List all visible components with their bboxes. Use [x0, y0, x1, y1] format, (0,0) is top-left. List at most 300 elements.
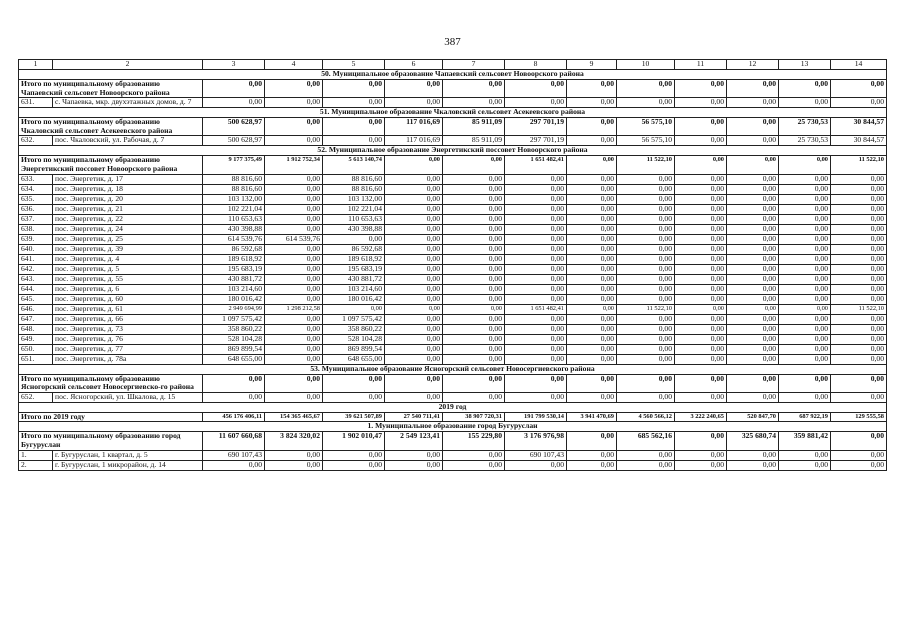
row-number: 646.	[19, 304, 53, 314]
row-number: 640.	[19, 244, 53, 254]
row-number: 644.	[19, 284, 53, 294]
row-number: 651.	[19, 354, 53, 364]
table-row	[19, 264, 887, 274]
section-title: 50. Муниципальное образование Чапаевский сельсовет Новоорского района	[19, 70, 887, 80]
value-cell: 11 607 660,68	[203, 432, 265, 450]
value-cell: 0,00	[779, 324, 831, 334]
table-row	[19, 460, 887, 470]
value-cell: 0,00	[675, 274, 727, 284]
table-row	[19, 354, 887, 364]
value-cell: 0,00	[675, 224, 727, 234]
value-cell: 0,00	[505, 264, 567, 274]
value-cell: 0,00	[567, 304, 617, 314]
value-cell: 0,00	[779, 294, 831, 304]
value-cell: 297 701,19	[505, 136, 567, 146]
value-cell: 358 860,22	[323, 324, 385, 334]
column-header: 14	[831, 60, 887, 70]
value-cell: 0,00	[567, 204, 617, 214]
value-cell: 0,00	[265, 294, 323, 304]
value-cell: 0,00	[617, 254, 675, 264]
value-cell: 0,00	[385, 274, 443, 284]
value-cell: 0,00	[323, 234, 385, 244]
row-number: 635.	[19, 194, 53, 204]
value-cell: 0,00	[443, 80, 505, 98]
value-cell: 0,00	[675, 244, 727, 254]
value-cell: 0,00	[443, 392, 505, 402]
value-cell: 0,00	[831, 80, 887, 98]
value-cell: 110 653,63	[323, 214, 385, 224]
value-cell: 103 132,00	[323, 194, 385, 204]
value-cell: 0,00	[505, 374, 567, 392]
value-cell: 0,00	[675, 98, 727, 108]
subtotal-row	[19, 374, 887, 392]
value-cell: 1 651 482,41	[505, 304, 567, 314]
value-cell: 0,00	[779, 234, 831, 244]
value-cell: 0,00	[727, 284, 779, 294]
value-cell: 0,00	[505, 314, 567, 324]
value-cell: 85 911,09	[443, 136, 505, 146]
row-address: пос. Энергетик, д. 18	[53, 184, 203, 194]
value-cell: 0,00	[385, 184, 443, 194]
value-cell: 0,00	[675, 80, 727, 98]
value-cell: 0,00	[831, 234, 887, 244]
value-cell: 0,00	[443, 264, 505, 274]
value-cell: 0,00	[831, 294, 887, 304]
table-row	[19, 194, 887, 204]
table-row	[19, 294, 887, 304]
value-cell: 0,00	[323, 118, 385, 136]
value-cell: 0,00	[385, 284, 443, 294]
subtotal-row	[19, 118, 887, 136]
row-address: пос. Энергетик, д. 55	[53, 274, 203, 284]
value-cell: 0,00	[385, 334, 443, 344]
value-cell: 0,00	[265, 284, 323, 294]
value-cell: 180 016,42	[323, 294, 385, 304]
value-cell: 0,00	[505, 334, 567, 344]
row-number: 645.	[19, 294, 53, 304]
value-cell: 0,00	[675, 234, 727, 244]
value-cell: 0,00	[727, 224, 779, 234]
page-number: 387	[444, 36, 461, 48]
value-cell: 0,00	[567, 284, 617, 294]
value-cell: 0,00	[617, 334, 675, 344]
value-cell: 0,00	[617, 314, 675, 324]
value-cell: 869 899,54	[323, 344, 385, 354]
value-cell: 358 860,22	[203, 324, 265, 334]
value-cell: 0,00	[831, 254, 887, 264]
value-cell: 0,00	[505, 324, 567, 334]
row-address: пос. Энергетик, д. 5	[53, 264, 203, 274]
value-cell: 3 824 320,02	[265, 432, 323, 450]
value-cell: 0,00	[727, 254, 779, 264]
value-cell: 0,00	[675, 254, 727, 264]
value-cell: 0,00	[385, 374, 443, 392]
value-cell: 0,00	[675, 194, 727, 204]
value-cell: 1 902 010,47	[323, 432, 385, 450]
row-number: 636.	[19, 204, 53, 214]
row-address: пос. Ясногорский, ул. Шкалова, д. 15	[53, 392, 203, 402]
row-number: 650.	[19, 344, 53, 354]
value-cell: 0,00	[831, 194, 887, 204]
table-row	[19, 284, 887, 294]
column-header: 6	[385, 60, 443, 70]
row-number: 631.	[19, 98, 53, 108]
value-cell: 0,00	[323, 304, 385, 314]
value-cell: 0,00	[505, 234, 567, 244]
value-cell: 3 941 470,69	[567, 412, 617, 422]
value-cell: 0,00	[675, 450, 727, 460]
value-cell: 0,00	[727, 374, 779, 392]
value-cell: 0,00	[505, 204, 567, 214]
value-cell: 0,00	[265, 324, 323, 334]
subtotal-row	[19, 80, 887, 98]
value-cell: 0,00	[265, 314, 323, 324]
value-cell: 0,00	[443, 194, 505, 204]
value-cell: 103 214,60	[323, 284, 385, 294]
table-row	[19, 244, 887, 254]
column-header: 1	[19, 60, 53, 70]
row-address: пос. Энергетик, д. 76	[53, 334, 203, 344]
value-cell: 0,00	[443, 174, 505, 184]
column-header: 11	[675, 60, 727, 70]
value-cell: 430 881,72	[323, 274, 385, 284]
value-cell: 0,00	[265, 194, 323, 204]
value-cell: 191 799 530,14	[505, 412, 567, 422]
subtotal-row	[19, 156, 887, 174]
table-row	[19, 234, 887, 244]
total-label: Итого по муниципальному образованию Ясногорский сельсовет Новосергиевско-го района	[19, 374, 203, 392]
value-cell: 0,00	[567, 392, 617, 402]
value-cell: 0,00	[265, 254, 323, 264]
value-cell: 0,00	[727, 294, 779, 304]
value-cell: 0,00	[443, 214, 505, 224]
value-cell: 0,00	[385, 224, 443, 234]
value-cell: 0,00	[617, 194, 675, 204]
table-row	[19, 204, 887, 214]
value-cell: 0,00	[567, 98, 617, 108]
row-address: пос. Энергетик, д. 6	[53, 284, 203, 294]
value-cell: 0,00	[779, 374, 831, 392]
row-number: 642.	[19, 264, 53, 274]
value-cell: 0,00	[779, 392, 831, 402]
row-address: пос. Энергетик, д. 39	[53, 244, 203, 254]
column-header: 13	[779, 60, 831, 70]
value-cell: 0,00	[265, 214, 323, 224]
value-cell: 500 628,97	[203, 136, 265, 146]
value-cell: 0,00	[203, 80, 265, 98]
value-cell: 0,00	[831, 324, 887, 334]
value-cell: 0,00	[265, 354, 323, 364]
column-header: 3	[203, 60, 265, 70]
value-cell: 0,00	[567, 174, 617, 184]
section-title: 53. Муниципальное образование Ясногорский сельсовет Новосергиевского района	[19, 364, 887, 374]
value-cell: 0,00	[385, 98, 443, 108]
value-cell: 0,00	[831, 334, 887, 344]
row-number: 652.	[19, 392, 53, 402]
table-row	[19, 254, 887, 264]
total-label: Итого по муниципальному образованию город Бугуруслан	[19, 432, 203, 450]
value-cell: 0,00	[505, 224, 567, 234]
value-cell: 0,00	[831, 450, 887, 460]
value-cell: 0,00	[385, 244, 443, 254]
value-cell: 0,00	[385, 354, 443, 364]
section-header-row	[19, 108, 887, 118]
value-cell: 0,00	[323, 80, 385, 98]
value-cell: 25 730,53	[779, 136, 831, 146]
column-header: 4	[265, 60, 323, 70]
value-cell: 0,00	[385, 214, 443, 224]
section-title: 51. Муниципальное образование Чкаловский сельсовет Асекеевского района	[19, 108, 887, 118]
value-cell: 110 653,63	[203, 214, 265, 224]
value-cell: 0,00	[727, 392, 779, 402]
value-cell: 0,00	[443, 314, 505, 324]
year-total-row	[19, 412, 887, 422]
table-body	[19, 60, 887, 471]
value-cell: 0,00	[831, 174, 887, 184]
value-cell: 154 365 465,67	[265, 412, 323, 422]
value-cell: 0,00	[727, 274, 779, 284]
value-cell: 0,00	[675, 294, 727, 304]
column-number-header-row	[19, 60, 887, 70]
value-cell: 0,00	[831, 392, 887, 402]
table-row	[19, 184, 887, 194]
value-cell: 0,00	[203, 98, 265, 108]
value-cell: 0,00	[727, 334, 779, 344]
table-row	[19, 224, 887, 234]
value-cell: 0,00	[567, 324, 617, 334]
value-cell: 0,00	[385, 174, 443, 184]
value-cell: 30 844,57	[831, 136, 887, 146]
value-cell: 5 613 140,74	[323, 156, 385, 174]
value-cell: 0,00	[779, 334, 831, 344]
value-cell: 0,00	[443, 254, 505, 264]
value-cell: 0,00	[727, 314, 779, 324]
value-cell: 0,00	[779, 284, 831, 294]
column-header: 12	[727, 60, 779, 70]
row-number: 647.	[19, 314, 53, 324]
row-number: 1.	[19, 450, 53, 460]
table-row	[19, 344, 887, 354]
value-cell: 0,00	[567, 136, 617, 146]
value-cell: 0,00	[617, 460, 675, 470]
value-cell: 3 222 240,65	[675, 412, 727, 422]
table-row	[19, 314, 887, 324]
value-cell: 0,00	[617, 354, 675, 364]
value-cell: 0,00	[779, 304, 831, 314]
value-cell: 690 107,43	[505, 450, 567, 460]
value-cell: 0,00	[265, 204, 323, 214]
value-cell: 0,00	[323, 392, 385, 402]
value-cell: 0,00	[727, 450, 779, 460]
value-cell: 0,00	[567, 450, 617, 460]
value-cell: 528 104,28	[203, 334, 265, 344]
value-cell: 0,00	[779, 314, 831, 324]
value-cell: 0,00	[727, 304, 779, 314]
value-cell: 0,00	[505, 254, 567, 264]
table-row	[19, 136, 887, 146]
value-cell: 0,00	[567, 118, 617, 136]
value-cell: 0,00	[779, 204, 831, 214]
budget-table	[18, 59, 887, 471]
total-label: Итого по муниципальному образованию Энергетикский поссовет Новоорского района	[19, 156, 203, 174]
value-cell: 0,00	[265, 224, 323, 234]
value-cell: 0,00	[505, 284, 567, 294]
value-cell: 0,00	[617, 324, 675, 334]
section-header-row	[19, 70, 887, 80]
value-cell: 0,00	[831, 204, 887, 214]
value-cell: 0,00	[567, 264, 617, 274]
value-cell: 0,00	[617, 450, 675, 460]
value-cell: 430 881,72	[203, 274, 265, 284]
row-number: 637.	[19, 214, 53, 224]
section-title: 52. Муниципальное образование Энергетикский поссовет Новоорского района	[19, 146, 887, 156]
value-cell: 0,00	[567, 254, 617, 264]
value-cell: 0,00	[443, 344, 505, 354]
row-address: г. Бугуруслан, 1 микрорайон, д. 14	[53, 460, 203, 470]
value-cell: 0,00	[617, 374, 675, 392]
value-cell: 0,00	[385, 460, 443, 470]
value-cell: 0,00	[567, 214, 617, 224]
value-cell: 0,00	[617, 174, 675, 184]
value-cell: 0,00	[617, 214, 675, 224]
value-cell: 0,00	[265, 374, 323, 392]
value-cell: 0,00	[265, 460, 323, 470]
value-cell: 0,00	[443, 274, 505, 284]
value-cell: 56 575,10	[617, 118, 675, 136]
value-cell: 0,00	[617, 204, 675, 214]
row-number: 632.	[19, 136, 53, 146]
row-address: пос. Энергетик, д. 78а	[53, 354, 203, 364]
row-number: 2.	[19, 460, 53, 470]
value-cell: 0,00	[265, 450, 323, 460]
value-cell: 0,00	[385, 392, 443, 402]
value-cell: 0,00	[675, 324, 727, 334]
value-cell: 0,00	[443, 294, 505, 304]
value-cell: 0,00	[727, 214, 779, 224]
value-cell: 0,00	[779, 244, 831, 254]
table-row	[19, 214, 887, 224]
value-cell: 9 177 375,49	[203, 156, 265, 174]
value-cell: 0,00	[727, 244, 779, 254]
value-cell: 528 104,28	[323, 334, 385, 344]
row-number: 634.	[19, 184, 53, 194]
value-cell: 0,00	[727, 184, 779, 194]
value-cell: 614 539,76	[265, 234, 323, 244]
value-cell: 500 628,97	[203, 118, 265, 136]
value-cell: 0,00	[727, 324, 779, 334]
value-cell: 1 097 575,42	[203, 314, 265, 324]
value-cell: 0,00	[443, 284, 505, 294]
value-cell: 0,00	[265, 80, 323, 98]
value-cell: 430 398,88	[203, 224, 265, 234]
value-cell: 0,00	[385, 80, 443, 98]
total-label: Итого по муниципальному образованию Чапаевский сельсовет Новоорского района	[19, 80, 203, 98]
value-cell: 648 655,00	[323, 354, 385, 364]
value-cell: 0,00	[675, 460, 727, 470]
row-address: пос. Энергетик, д. 20	[53, 194, 203, 204]
value-cell: 0,00	[505, 460, 567, 470]
value-cell: 0,00	[617, 392, 675, 402]
row-number: 638.	[19, 224, 53, 234]
value-cell: 0,00	[779, 254, 831, 264]
row-address: пос. Энергетик, д. 17	[53, 174, 203, 184]
table-row	[19, 174, 887, 184]
row-address: пос. Энергетик, д. 24	[53, 224, 203, 234]
value-cell: 0,00	[779, 156, 831, 174]
value-cell: 0,00	[617, 274, 675, 284]
value-cell: 1 651 482,41	[505, 156, 567, 174]
value-cell: 0,00	[385, 264, 443, 274]
value-cell: 430 398,88	[323, 224, 385, 234]
value-cell: 0,00	[617, 294, 675, 304]
value-cell: 690 107,43	[203, 450, 265, 460]
value-cell: 0,00	[727, 460, 779, 470]
value-cell: 0,00	[443, 156, 505, 174]
row-address: пос. Энергетик, д. 61	[53, 304, 203, 314]
section-title: 1. Муниципальное образование город Бугуруслан	[19, 422, 887, 432]
value-cell: 11 522,10	[617, 156, 675, 174]
value-cell: 88 816,60	[323, 184, 385, 194]
value-cell: 129 555,58	[831, 412, 887, 422]
value-cell: 0,00	[617, 244, 675, 254]
value-cell: 180 016,42	[203, 294, 265, 304]
value-cell: 0,00	[779, 450, 831, 460]
value-cell: 27 540 711,41	[385, 412, 443, 422]
row-address: пос. Энергетик, д. 60	[53, 294, 203, 304]
value-cell: 0,00	[831, 98, 887, 108]
row-number: 649.	[19, 334, 53, 344]
value-cell: 0,00	[385, 314, 443, 324]
value-cell: 0,00	[323, 460, 385, 470]
value-cell: 0,00	[443, 204, 505, 214]
value-cell: 0,00	[675, 344, 727, 354]
value-cell: 0,00	[385, 204, 443, 214]
value-cell: 0,00	[385, 344, 443, 354]
value-cell: 0,00	[567, 156, 617, 174]
value-cell: 0,00	[323, 98, 385, 108]
value-cell: 0,00	[779, 274, 831, 284]
value-cell: 103 132,00	[203, 194, 265, 204]
value-cell: 0,00	[617, 264, 675, 274]
value-cell: 0,00	[831, 432, 887, 450]
value-cell: 0,00	[385, 254, 443, 264]
value-cell: 0,00	[505, 194, 567, 204]
value-cell: 0,00	[727, 234, 779, 244]
value-cell: 0,00	[675, 118, 727, 136]
value-cell: 0,00	[567, 334, 617, 344]
value-cell: 0,00	[567, 274, 617, 284]
value-cell: 0,00	[505, 274, 567, 284]
value-cell: 0,00	[727, 156, 779, 174]
value-cell: 0,00	[323, 374, 385, 392]
value-cell: 0,00	[617, 98, 675, 108]
table-row	[19, 450, 887, 460]
value-cell: 3 176 976,98	[505, 432, 567, 450]
value-cell: 0,00	[265, 344, 323, 354]
value-cell: 2 949 694,99	[203, 304, 265, 314]
value-cell: 0,00	[265, 392, 323, 402]
value-cell: 195 683,19	[323, 264, 385, 274]
value-cell: 0,00	[203, 460, 265, 470]
value-cell: 0,00	[443, 324, 505, 334]
value-cell: 0,00	[385, 156, 443, 174]
value-cell: 0,00	[505, 354, 567, 364]
value-cell: 0,00	[505, 294, 567, 304]
subtotal-row	[19, 432, 887, 450]
value-cell: 0,00	[323, 450, 385, 460]
column-header: 7	[443, 60, 505, 70]
value-cell: 0,00	[265, 118, 323, 136]
